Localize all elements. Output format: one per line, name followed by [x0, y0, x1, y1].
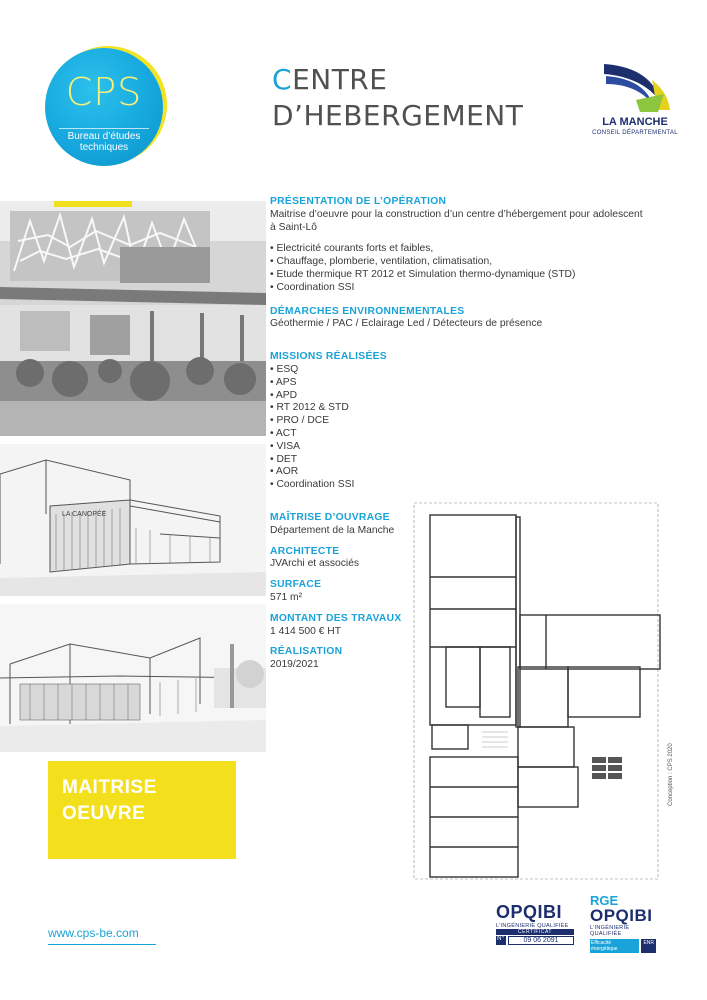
rge-opqibi-tagline: L’INGÉNIERIE QUALIFIÉE: [590, 925, 630, 937]
opqibi-n-label: N°: [496, 936, 506, 945]
presentation-text-line1: Maitrise d’oeuvre pour la construction d’un centre d’hébergement pour adolescent: [270, 208, 643, 220]
list-item: • RT 2012 & STD: [270, 402, 690, 415]
presentation-heading: PRÉSENTATION DE L’OPÉRATION: [270, 196, 447, 207]
title-first-letter: C: [272, 63, 293, 96]
maitrise-oeuvre-box: [48, 761, 236, 859]
missions-list: [270, 364, 690, 492]
cps-logo-tagline: Bureau d’études techniques: [59, 128, 149, 153]
amount-text: 1 414 500 € HT: [270, 625, 341, 637]
title-line1-rest: ENTRE: [292, 63, 388, 96]
amount-heading: MONTANT DES TRAVAUX: [270, 612, 402, 624]
box-label-line1: MAITRISE: [62, 777, 157, 798]
list-item: • DET: [270, 454, 690, 467]
opqibi-cert-label: CERTIFICAT: [496, 929, 574, 935]
presentation-list: [270, 243, 690, 294]
surface-text: 571 m²: [270, 591, 303, 603]
la-manche-name: LA MANCHE: [602, 116, 668, 128]
presentation-text-line2: à Saint-Lô: [270, 221, 317, 233]
building-render-3: [0, 604, 266, 752]
la-manche-subtitle: CONSEIL DÉPARTEMENTAL: [592, 130, 678, 136]
rge-opqibi-word: OPQIBI: [590, 906, 653, 925]
architect-text: JVArchi et associés: [270, 558, 360, 570]
cps-logo-name: CPS: [65, 70, 143, 114]
list-item: • APD: [270, 390, 690, 403]
la-manche-logo: [592, 60, 678, 146]
website-link[interactable]: www.cps-be.com: [48, 926, 139, 940]
list-item: • Electricité courants forts et faibles,: [270, 243, 690, 256]
environment-heading: DÉMARCHES ENVIRONNEMENTALES: [270, 305, 465, 317]
la-manche-emblem-icon: [592, 60, 678, 116]
building-render-3-drawing: [0, 604, 266, 752]
opqibi-tagline: L’INGÉNIERIE QUALIFIÉE: [496, 923, 569, 929]
building-render-2-drawing: [0, 444, 266, 596]
list-item: • Coordination SSI: [270, 479, 690, 492]
list-item: • Etude thermique RT 2012 et Simulation thermo-dynamique (STD): [270, 269, 690, 282]
render-2-sign: LA CANOPÉE: [62, 511, 107, 518]
list-item: • APS: [270, 377, 690, 390]
design-credit: Conception : CPS 2020: [668, 743, 674, 806]
list-item: • AOR: [270, 466, 690, 479]
list-item: • Coordination SSI: [270, 282, 690, 295]
floor-plan: [412, 497, 662, 885]
owner-heading: MAÎTRISE D’OUVRAGE: [270, 511, 390, 523]
building-photo-1: [0, 201, 266, 436]
environment-text: Géothermie / PAC / Eclairage Led / Détecteurs de présence: [270, 318, 543, 330]
rge-label: RGE: [590, 893, 619, 908]
surface-heading: SURFACE: [270, 579, 322, 591]
cps-logo: [45, 48, 163, 166]
list-item: • VISA: [270, 441, 690, 454]
yellow-accent-strip: [54, 201, 132, 207]
owner-text: Département de la Manche: [270, 524, 395, 536]
architect-heading: ARCHITECTE: [270, 545, 340, 557]
website-underline: [48, 944, 156, 945]
box-label-line2: OEUVRE: [62, 803, 146, 824]
rge-enr-label: ENR: [641, 939, 656, 953]
completion-text: 2019/2021: [270, 659, 319, 671]
floor-plan-drawing: [412, 497, 662, 885]
opqibi-certificate-logo: [496, 902, 574, 958]
building-render-2: [0, 444, 266, 596]
list-item: • PRO / DCE: [270, 415, 690, 428]
rge-opqibi-logo: [590, 895, 656, 957]
rge-efficiency-label: Efficacité énergétique: [590, 939, 639, 953]
opqibi-number: 09 06 2091: [508, 936, 574, 945]
title-line2: D’HEBERGEMENT: [272, 99, 524, 132]
list-item: • Chauffage, plomberie, ventilation, climatisation,: [270, 256, 690, 269]
opqibi-word: OPQIBI: [496, 902, 563, 922]
list-item: • ACT: [270, 428, 690, 441]
page-title: [272, 62, 523, 134]
missions-heading: MISSIONS RÉALISÉES: [270, 351, 387, 363]
list-item: • ESQ: [270, 364, 690, 377]
completion-heading: RÉALISATION: [270, 646, 343, 658]
building-photo-1-drawing: [0, 201, 266, 436]
